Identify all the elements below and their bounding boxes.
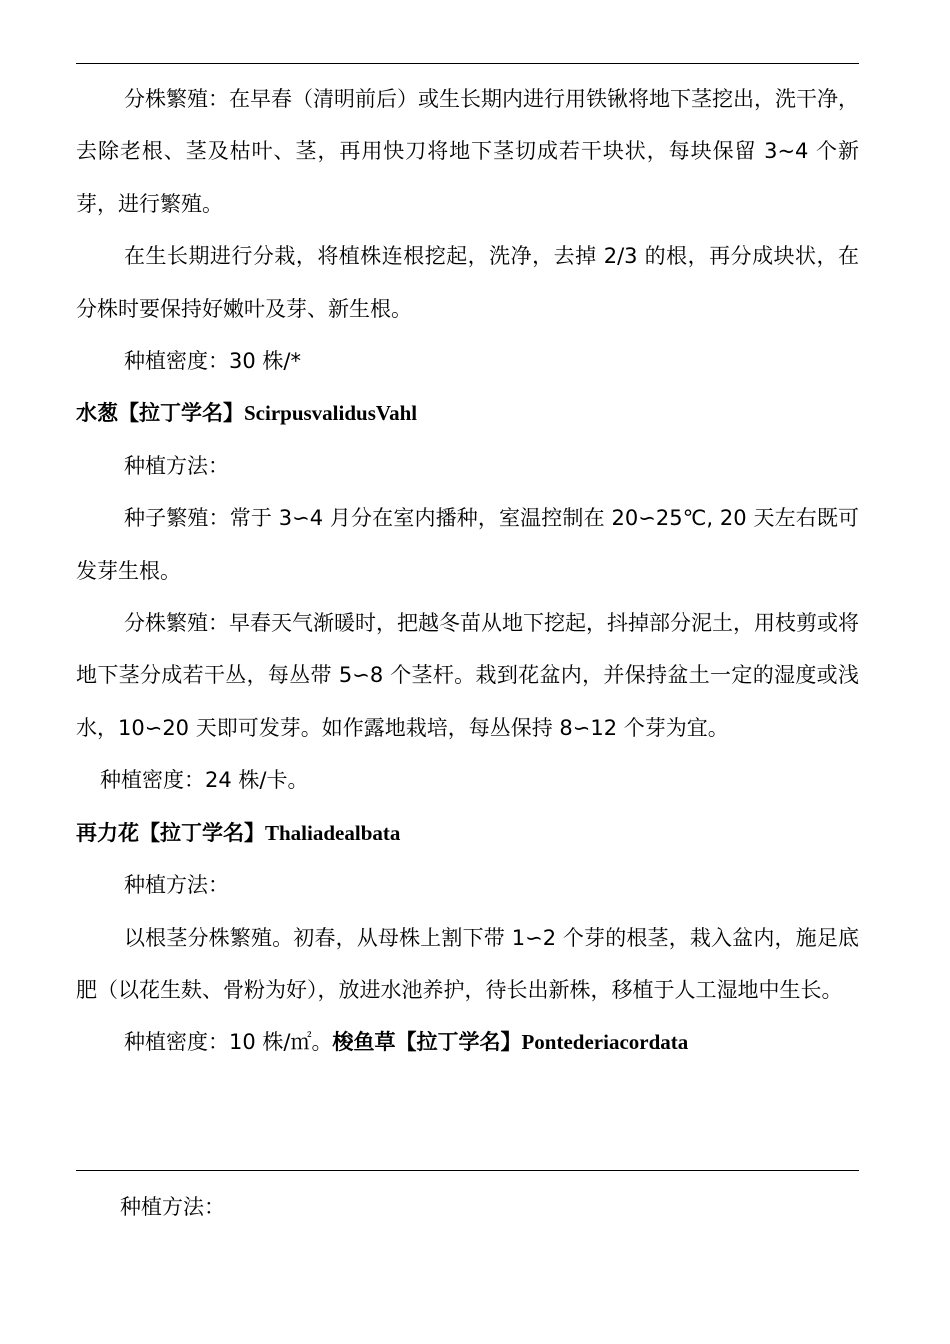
- paragraph-density-and-heading: [76, 1016, 859, 1068]
- header-rule: [76, 63, 859, 64]
- paragraph-spring-division: 分株繁殖：早春天气渐暖时，把越冬苗从地下挖起，抖掉部分泥土，用枝剪或将地下茎分成若干丛，每丛带 5∽8 个茎杆。栽到花盆内，并保持盆土一定的湿度或浅水，10∽20 天即可发芽。如作露地栽培，每丛保持 8∽12 个芽为宜。: [76, 611, 859, 740]
- paragraph-planting-density-1: 种植密度：30 株/*: [124, 349, 301, 374]
- paragraph-planting-method-3: 种植方法：: [120, 1195, 225, 1219]
- heading-thalia: [76, 807, 859, 859]
- paragraph-planting-method-1: 种植方法：: [124, 453, 229, 478]
- paragraph-division-propagation: 分株繁殖：在早春（清明前后）或生长期内进行用铁锹将地下茎挖出，洗干净，去除老根、茎及枯叶、茎，再用快刀将地下茎切成若干块状，每块保留 3~4 个新芽，进行繁殖。: [76, 87, 859, 216]
- footer-rule: [76, 1170, 859, 1171]
- paragraph-seed-propagation: 种子繁殖：常于 3∽4 月分在室内播种，室温控制在 20∽25℃, 20 天左右既可发芽生根。: [76, 506, 859, 583]
- heading-thalia-latin: Thaliadealbata: [265, 820, 401, 845]
- paragraph-planting-density-3: 种植密度：10 株/㎡。: [124, 1030, 333, 1055]
- heading-pontederia-cn: 梭鱼草【拉丁学名】: [332, 1030, 522, 1055]
- paragraph-planting-method-2: 种植方法：: [124, 873, 229, 898]
- heading-scirpus-cn: 水葱【拉丁学名】: [76, 401, 244, 426]
- paragraph-planting-density-2: 种植密度：24 株/卡。: [100, 768, 309, 793]
- document-body: [76, 73, 859, 1069]
- heading-scirpus: [76, 387, 859, 439]
- paragraph-rhizome-division: 以根茎分株繁殖。初春，从母株上割下带 1∽2 个芽的根茎，栽入盆内，施足底肥（以花生麸、骨粉为好），放进水池养护，待长出新株，移植于人工湿地中生长。: [76, 925, 859, 1002]
- heading-thalia-cn: 再力花【拉丁学名】: [76, 820, 265, 845]
- paragraph-growth-division: 在生长期进行分栽，将植株连根挖起，洗净，去掉 2/3 的根，再分成块状，在分株时要保持好嫩叶及芽、新生根。: [76, 244, 859, 321]
- heading-pontederia-latin: Pontederiacordata: [521, 1030, 689, 1055]
- heading-scirpus-latin: ScirpusvalidusVahl: [244, 401, 418, 426]
